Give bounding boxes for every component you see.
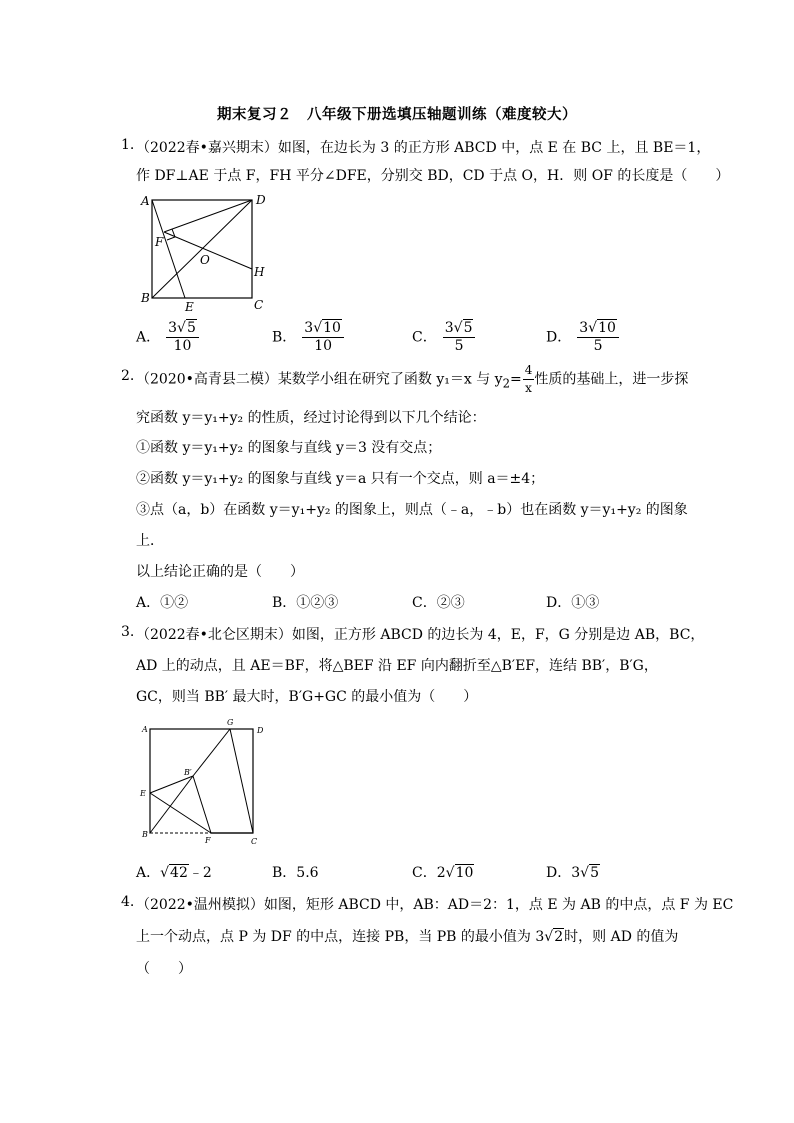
q2-line7: 以上结论正确的是（ ） bbox=[136, 564, 304, 580]
q1-segment-ae bbox=[152, 200, 185, 298]
page-title: 期末复习２ 八年级下册选填压轴题训练（难度较大） bbox=[217, 106, 577, 123]
q3-label-a: A bbox=[142, 725, 148, 734]
q2-line2: 究函数 y＝y₁+y₂ 的性质，经过讨论得到以下几个结论： bbox=[136, 410, 486, 426]
q1-line2: 作 DF⊥AE 于点 F，FH 平分∠DFE，分别交 BD，CD 于点 O，H．则 OF 的长度是（ ） bbox=[136, 168, 730, 184]
q3-label-b: B bbox=[142, 830, 148, 839]
q3-label-d: D bbox=[257, 726, 264, 735]
q1-figure bbox=[138, 190, 273, 314]
q1-segment-bd bbox=[152, 200, 252, 298]
q2-option-b: B．①②③ bbox=[272, 595, 339, 611]
q1-option-d: D． $\frac{3√10}{5}$ bbox=[546, 320, 619, 355]
q3-line3: GC，则当 BB′ 最大时，B′G+GC 的最小值为（ ） bbox=[136, 689, 478, 705]
q3-label-e: E bbox=[140, 789, 146, 798]
q1-option-a: A． $\frac{3√5}{10}$ bbox=[136, 320, 199, 355]
q3-label-f: F bbox=[205, 836, 211, 845]
q1-segment-df bbox=[164, 200, 252, 232]
q3-label-bprime: B′ bbox=[184, 768, 192, 777]
q2-line3: ①函数 y＝y₁+y₂ 的图象与直线 y＝3 没有交点； bbox=[136, 440, 442, 456]
q3-segment-ef bbox=[150, 793, 211, 833]
q3-option-a: A．√42﹣2 bbox=[136, 865, 212, 881]
q2-number: 2. bbox=[121, 368, 135, 384]
q2-option-d: D．①③ bbox=[546, 595, 600, 611]
q2-line5: ③点（a，b）在函数 y＝y₁+y₂ 的图象上，则点（﹣a，﹣b）也在函数 y＝y₁+y₂ 的图象 bbox=[136, 502, 688, 518]
q1-label-h: H bbox=[254, 265, 265, 279]
q4-line2: 上一个动点，点 P 为 DF 的中点，连接 PB，当 PB 的最小值为 3√2时，则 AD 的值为 bbox=[136, 929, 679, 945]
q1-label-b: B bbox=[141, 291, 150, 305]
q3-segment-gc bbox=[230, 729, 253, 833]
q2-line6: 上． bbox=[136, 533, 164, 549]
q3-square-abcd bbox=[150, 729, 253, 833]
q2-option-a: A．①② bbox=[136, 595, 189, 611]
q1-label-d: D bbox=[256, 193, 266, 207]
q1-line1: （2022春•嘉兴期末）如图，在边长为 3 的正方形 ABCD 中，点 E 在 BC 上，且 BE＝1， bbox=[136, 140, 711, 156]
q1-label-o: O bbox=[200, 253, 210, 267]
q2-line1: （2020•高青县二模）某数学小组在研究了函数 y₁＝x 与 $y_2=$ $\frac{4}{x}$ 性质的基础上，进一步探 bbox=[136, 363, 689, 395]
q1-label-e: E bbox=[185, 300, 194, 314]
q3-number: 3. bbox=[121, 624, 135, 640]
q3-segment-bpf bbox=[193, 776, 211, 833]
q3-segment-bpg bbox=[193, 729, 230, 776]
q1-label-f: F bbox=[155, 235, 164, 249]
q1-option-b: B． $\frac{3√10}{10}$ bbox=[272, 320, 344, 355]
q3-option-b: B．5.6 bbox=[272, 865, 319, 881]
q3-label-c: C bbox=[251, 837, 258, 846]
q4-number: 4. bbox=[121, 894, 135, 910]
q2-option-c: C．②③ bbox=[412, 595, 465, 611]
q3-line1: （2022春•北仑区期末）如图，正方形 ABCD 的边长为 4，E，F，G 分别是边 AB，BC， bbox=[136, 627, 705, 643]
q3-figure bbox=[138, 712, 273, 850]
q3-option-d: D．3√5 bbox=[546, 865, 599, 881]
q3-option-c: C．2√10 bbox=[412, 865, 474, 881]
q1-option-c: C． $\frac{3√5}{5}$ bbox=[412, 320, 475, 355]
q1-label-c: C bbox=[254, 298, 264, 312]
q4-line3: （ ） bbox=[136, 961, 192, 977]
q1-label-a: A bbox=[141, 194, 150, 208]
q2-line4: ②函数 y＝y₁+y₂ 的图象与直线 y＝a 只有一个交点，则 a＝±4； bbox=[136, 471, 545, 487]
q4-line1: （2022•温州模拟）如图，矩形 ABCD 中，AB：AD＝2：1，点 E 为 AB 的中点，点 F 为 EC bbox=[136, 897, 734, 913]
q3-label-g: G bbox=[227, 718, 234, 727]
q3-line2: AD 上的动点，且 AE＝BF，将△BEF 沿 EF 向内翻折至△B′EF，连结 BB′，B′G， bbox=[136, 658, 658, 674]
q1-number: 1. bbox=[121, 137, 135, 153]
